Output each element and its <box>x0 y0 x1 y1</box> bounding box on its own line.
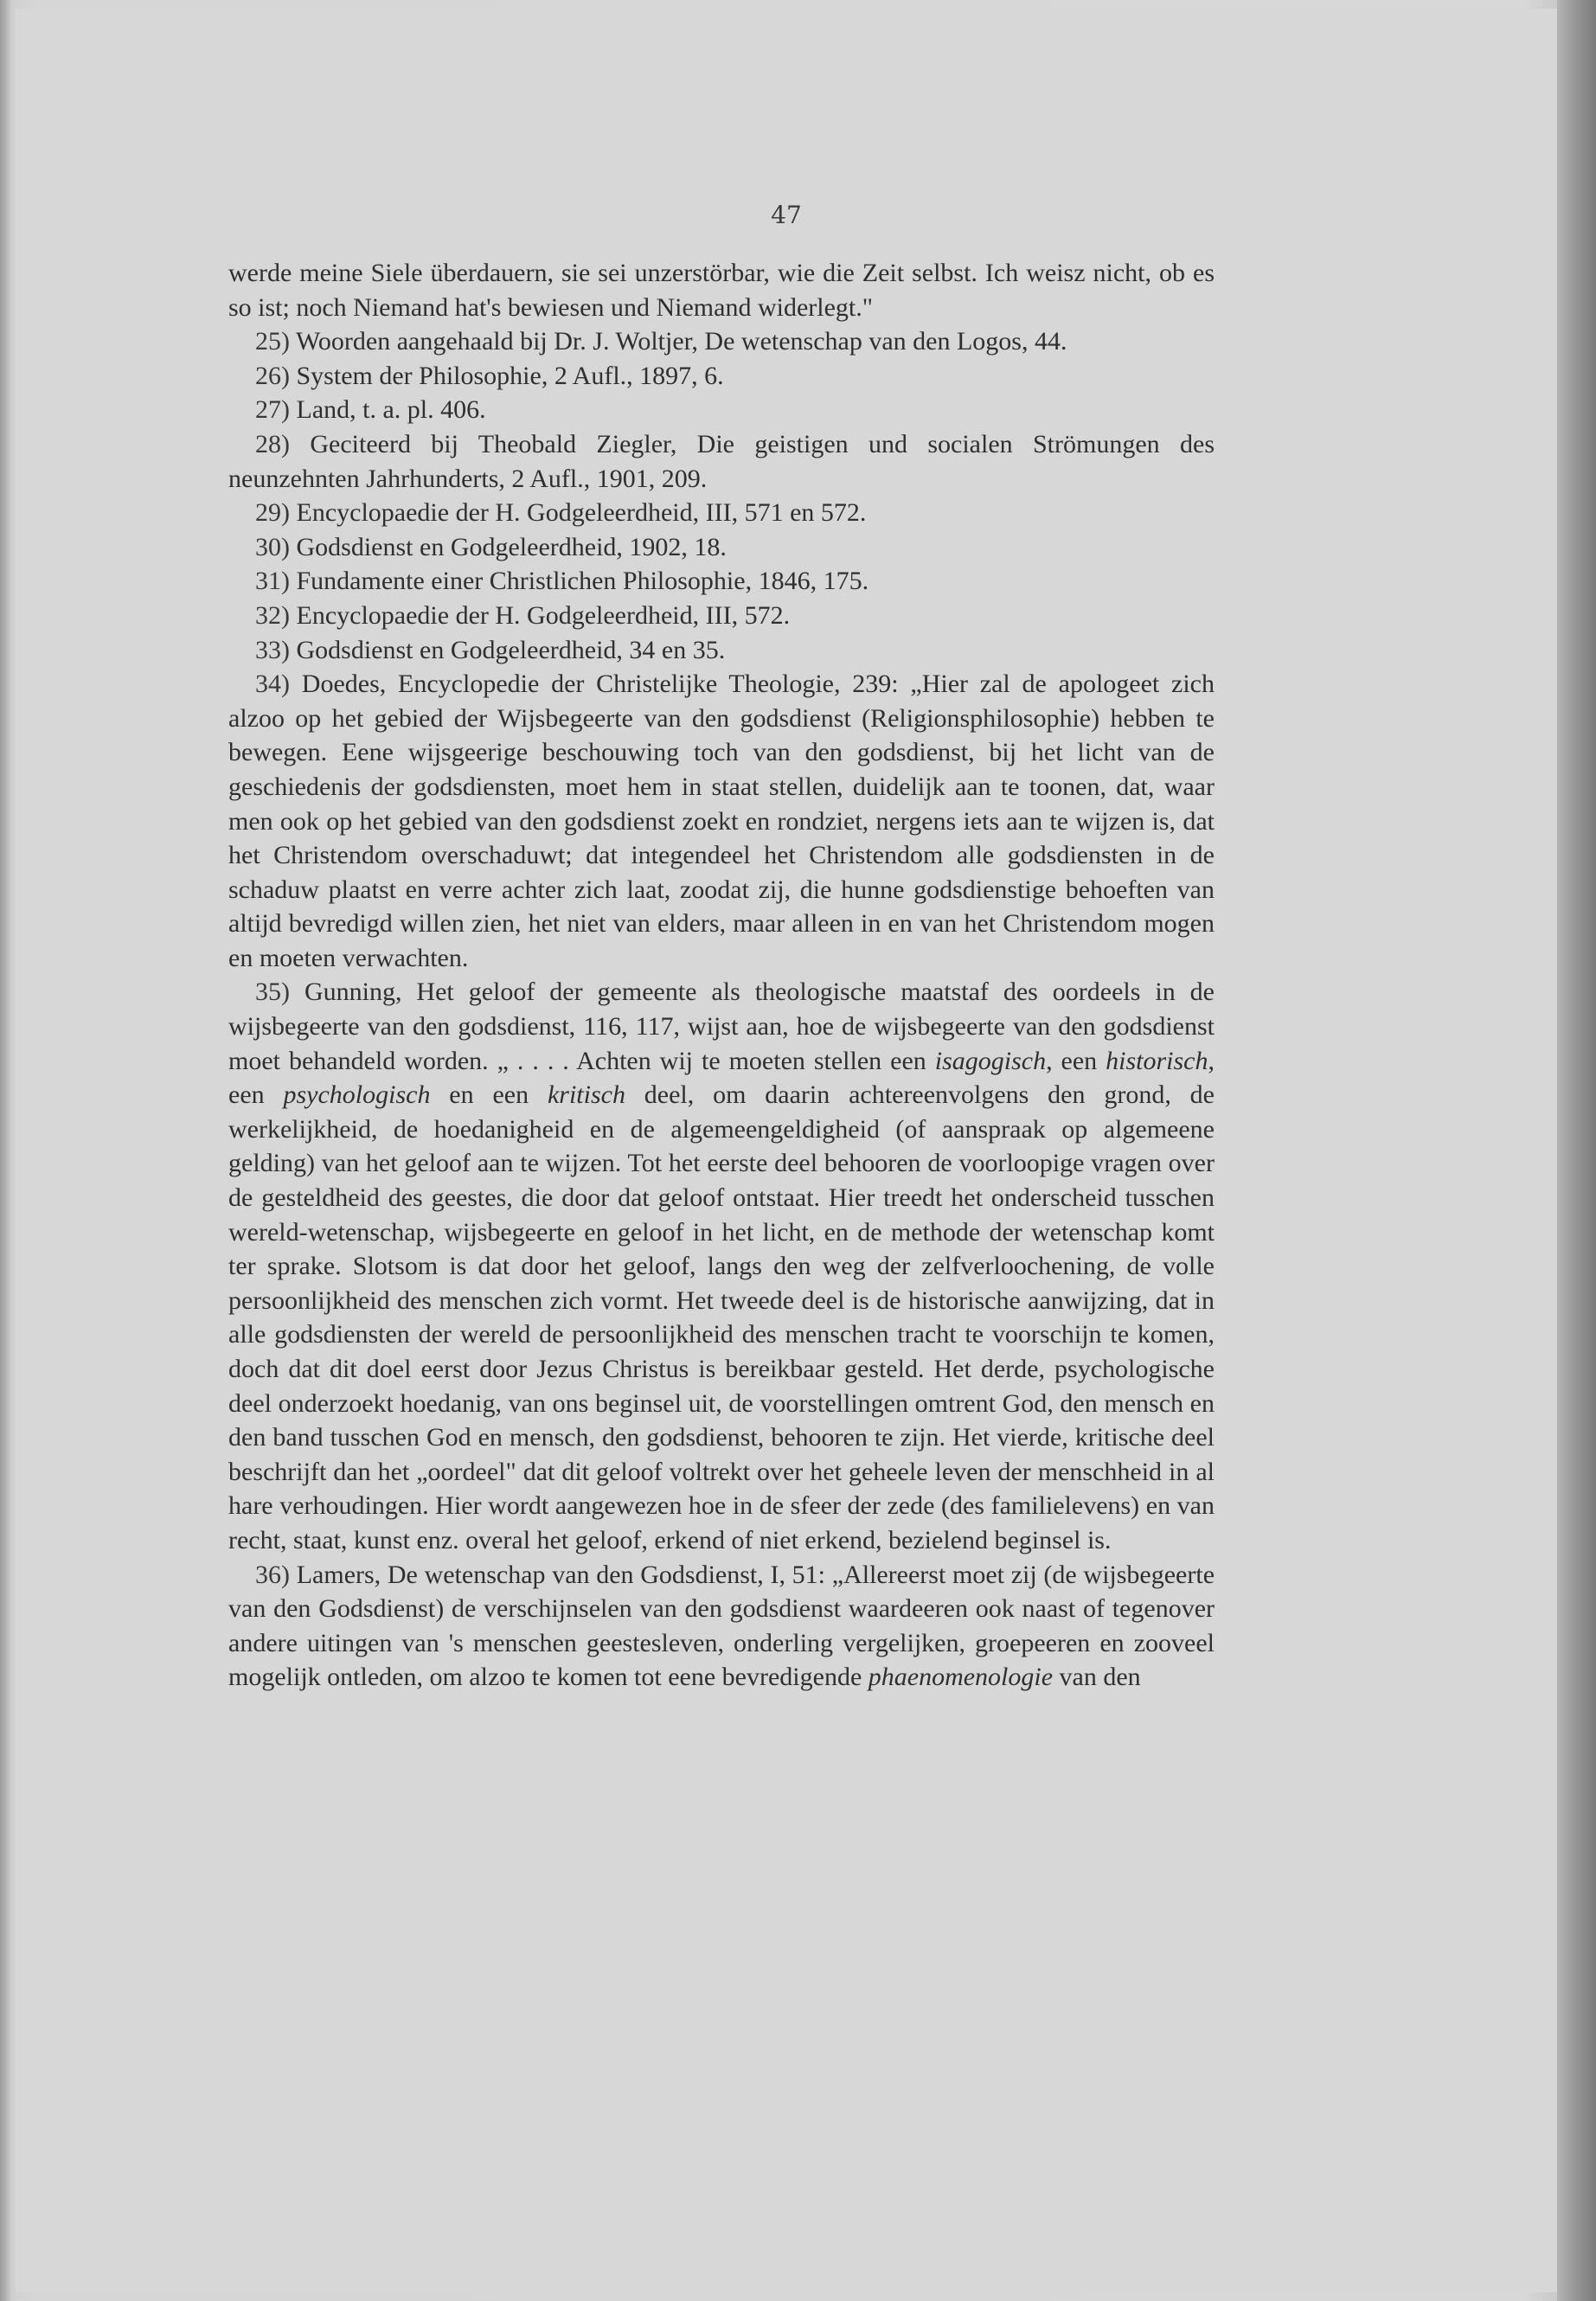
footnote-number: 25) <box>255 327 290 356</box>
footnote-25 <box>228 324 1215 359</box>
emphasis-term: phaenomenologie <box>868 1663 1054 1692</box>
emphasis-term: kritisch <box>547 1080 625 1110</box>
footnote-text: deel, om daarin achtereenvolgens den grond, de werkelijkheid, de hoedanigheid en de algemeengeldigheid (of aanspraak op algemeene gelding) van het geloof aan te wijzen. Tot het eerste deel behooren de voorloopige vragen over de gesteldheid des geestes, die door dat geloof ontstaat. Hier treedt het onderscheid tusschen wereld-wetenschap, wijsbegeerte en geloof in het licht, en de methode der wetenschap komt ter sprake. Slotsom is dat door het geloof, langs den weg der zelfverloochening, de volle persoonlijkheid des menschen zich vormt. Het tweede deel is de historische aanwijzing, dat in alle godsdiensten der wereld de persoonlijkheid des menschen tracht te voorschijn te komen, doch dat dit doel eerst door Jezus Christus is bereikbaar gesteld. Het derde, psychologische deel onderzoekt hoedanig, van ons beginsel uit, de voorstellingen omtrent God, den mensch en den band tusschen God en mensch, den godsdienst, behooren te zijn. Het vierde, kritische deel beschrijft dan het „oordeel" dat dit geloof voltrekt over het geheele leven der menschheid in al hare verhoudingen. Hier wordt aangewezen hoe in de sfeer der zede (des familielevens) en van recht, staat, kunst enz. overal het geloof, erkend of niet erkend, bezielend beginsel is. <box>228 1080 1215 1554</box>
footnote-35 <box>228 975 1215 1557</box>
footnote-number: 26) <box>255 361 290 390</box>
footnote-32 <box>228 599 1215 633</box>
footnotes-body <box>228 256 1215 1695</box>
footnote-30 <box>228 530 1215 565</box>
footnote-number: 36) <box>255 1560 290 1589</box>
footnote-26 <box>228 359 1215 394</box>
emphasis-term: isagogisch <box>934 1046 1047 1075</box>
footnote-number: 33) <box>255 635 290 664</box>
footnote-number: 28) <box>255 429 290 458</box>
footnote-34 <box>228 667 1215 975</box>
footnote-31 <box>228 564 1215 599</box>
footnote-text: Godsdienst en Godgeleerdheid, 1902, 18. <box>296 532 727 561</box>
footnote-33 <box>228 633 1215 668</box>
footnote-number: 32) <box>255 600 290 630</box>
footnote-number: 30) <box>255 532 290 561</box>
footnote-28 <box>228 427 1215 496</box>
emphasis-term: historisch <box>1106 1046 1208 1075</box>
footnote-text: Land, t. a. pl. 406. <box>296 395 486 425</box>
footnote-text: Woorden aangehaald bij Dr. J. Woltjer, De wetenschap van den Logos, 44. <box>295 327 1067 356</box>
footnote-text: Encyclopaedie der H. Godgeleerdheid, III, 572. <box>296 600 791 630</box>
book-binding-edge <box>1557 0 1596 2301</box>
footnote-text: van den <box>1053 1663 1141 1692</box>
footnote-text: Geciteerd bij Theobald Ziegler, Die geistigen und socialen Strömungen des neunzehnten Jahrhunderts, 2 Aufl., 1901, 209. <box>228 429 1215 493</box>
footnote-continuation <box>228 256 1215 324</box>
footnote-text: , een <box>1046 1046 1106 1075</box>
footnote-text: en een <box>430 1080 548 1110</box>
footnote-number: 29) <box>255 498 290 528</box>
footnote-text: Encyclopaedie der H. Godgeleerdheid, III, 571 en 572. <box>296 498 867 528</box>
footnote-text: Doedes, Encyclopedie der Christelijke Theologie, 239: „Hier zal de apologeet zich alzoo op het gebied der Wijsbegeerte van den godsdienst (Religionsphilosophie) hebben te bewegen. Eene wijsgeerige beschouwing toch van den godsdienst, bij het licht van de geschiedenis der godsdiensten, moet hem in staat stellen, duidelijk aan te toonen, dat, waar men ook op het gebied van den godsdienst zoekt en rondziet, nergens iets aan te wijzen is, dat het Christendom overschaduwt; dat integendeel het Christendom alle godsdiensten in de schaduw plaatst en verre achter zich laat, zoodat zij, die hunne godsdienstige behoeften van altijd bevredigd willen zien, het niet van elders, maar alleen in en van het Christendom mogen en moeten verwachten. <box>228 670 1215 972</box>
footnote-number: 35) <box>255 977 290 1007</box>
footnote-text: System der Philosophie, 2 Aufl., 1897, 6. <box>296 361 724 390</box>
footnote-text: Godsdienst en Godgeleerdheid, 34 en 35. <box>296 635 726 664</box>
footnote-29 <box>228 496 1215 530</box>
footnote-text: Fundamente einer Christlichen Philosophie, 1846, 175. <box>296 567 869 596</box>
footnote-27 <box>228 393 1215 427</box>
emphasis-term: psychologisch <box>283 1080 431 1110</box>
footnote-number: 34) <box>255 670 290 699</box>
footnote-text: Gunning, Het geloof der gemeente als theologische maatstaf des oordeels in de wijsbegeerte van den godsdienst, 116, 117, wijst aan, hoe de wijsbegeerte van den godsdienst moet behandeld worden. „ . . . . Achten wij te moeten stellen een <box>228 977 1215 1075</box>
page-number: 47 <box>771 201 802 229</box>
footnote-number: 31) <box>255 567 290 596</box>
footnote-number: 27) <box>255 395 290 425</box>
footnote-36 <box>228 1558 1215 1695</box>
footnote-text: Lamers, De wetenschap van den Godsdienst, I, 51: „Allereerst moet zij (de wijsbegeerte van den Godsdienst) de verschijnselen van den godsdienst waardeeren ook naast of tegenover andere uitingen van 's menschen geestesleven, onderling vergelijken, groepeeren en zooveel mogelijk ontleden, om alzoo te komen tot eene bevredigende <box>228 1560 1215 1692</box>
footnote-text: werde meine Siele überdauern, sie sei unzerstörbar, wie die Zeit selbst. Ich weisz nicht, ob es so ist; noch Niemand hat's bewiesen und Niemand widerlegt." <box>228 259 1215 322</box>
footnote-text: , een <box>228 1046 1215 1110</box>
